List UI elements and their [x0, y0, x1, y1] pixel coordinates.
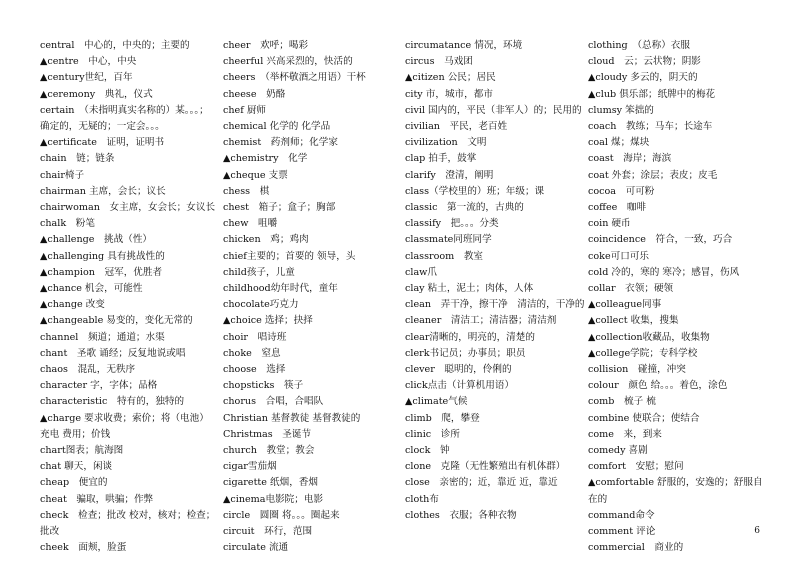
vocab-entry: chaos 混乱，无秩序: [40, 364, 136, 376]
vocab-entry: ▲climate气候: [405, 396, 468, 408]
vocab-entry: ▲chemistry 化学: [223, 153, 308, 165]
vocab-entry: clever 聪明的，伶俐的: [405, 364, 512, 376]
vocab-entry: classify 把。。。分类: [405, 218, 499, 230]
vocab-entry: ▲club 俱乐部；纸牌中的梅花: [588, 88, 716, 100]
vocab-entry: comment 评论: [588, 526, 656, 538]
vocab-entry: ▲cinema电影院；电影: [223, 493, 324, 505]
vocab-entry: chef 厨师: [223, 104, 267, 116]
vocab-entry: chest 箱子；盒子；胸部: [223, 202, 336, 214]
vocab-entry: Christian 基督教徒 基督教徒的: [223, 412, 361, 424]
vocab-entry: coin 硬币: [588, 218, 631, 230]
vocab-entry: ▲comfortable 舒服的，安逸的；舒服自在的: [588, 477, 763, 505]
vocab-entry: collision 碰撞，冲突: [588, 364, 686, 376]
vocab-entry: click点击（计算机用语）: [405, 380, 515, 392]
vocab-entry: central 中心的，中央的；主要的: [40, 40, 190, 51]
vocab-entry: clumsy 笨拙的: [588, 104, 654, 116]
word-list-column-3: [405, 38, 585, 524]
vocab-entry: chess 棋: [223, 185, 270, 197]
vocab-entry: ▲change 改变: [40, 299, 105, 311]
vocab-entry: chemical 化学的 化学品: [223, 121, 331, 133]
vocab-entry: character 字，字体；品格: [40, 380, 158, 392]
vocab-entry: coal 煤；煤块: [588, 137, 650, 149]
vocab-entry: cheat 骗取，哄骗；作弊: [40, 493, 154, 505]
vocab-entry: choose 选择: [223, 364, 286, 376]
vocab-entry: child孩子，儿童: [223, 266, 295, 278]
vocab-entry: coach 教练；马车；长途车: [588, 121, 713, 133]
vocab-entry: city 市，城市，都市: [405, 88, 493, 100]
vocab-entry: cheap 便宜的: [40, 477, 108, 489]
vocab-entry: chairwoman 女主席，女会长；女议长: [40, 202, 216, 214]
vocab-entry: Christmas 圣诞节: [223, 428, 312, 440]
vocab-entry: clone 克隆（无性繁殖出有机体群）: [405, 461, 566, 473]
vocab-entry: coat 外套；涂层；表皮；皮毛: [588, 169, 718, 181]
vocab-entry: claw爪: [405, 266, 437, 278]
vocab-entry: chocolate巧克力: [223, 299, 299, 311]
vocab-entry: comb 梳子 梳: [588, 396, 656, 408]
vocab-entry: coke可口可乐: [588, 250, 650, 262]
vocab-entry: chat 聊天，闲谈: [40, 461, 113, 473]
vocab-entry: civil 国内的，平民（非军人）的；民用的: [405, 104, 582, 116]
vocab-entry: chicken 鸡；鸡肉: [223, 234, 309, 246]
vocab-entry: ▲cloudy 多云的，阴天的: [588, 72, 698, 84]
vocab-entry: cheerful 兴高采烈的，快活的: [223, 56, 353, 68]
vocab-entry: classic 第一流的，古典的: [405, 202, 524, 214]
vocab-entry: chalk 粉笔: [40, 218, 95, 230]
vocab-entry: cheese 奶酪: [223, 88, 286, 100]
vocab-entry: coffee 咖啡: [588, 202, 647, 214]
vocab-entry: ▲collect 收集，搜集: [588, 315, 679, 327]
vocab-entry: cheers （举杯敬酒之用语）干杯: [223, 72, 366, 84]
vocab-entry: clothes 衣服；各种衣物: [405, 509, 517, 521]
vocab-entry: clear清晰的，明亮的，清楚的: [405, 331, 535, 343]
vocab-entry: circus 马戏团: [405, 56, 473, 68]
vocab-entry: cocoa 可可粉: [588, 185, 655, 197]
vocab-entry: ▲certificate 证明，证明书: [40, 137, 165, 149]
vocab-entry: ▲collection收藏品，收集物: [588, 331, 710, 343]
vocab-entry: ▲champion 冠军，优胜者: [40, 266, 163, 278]
vocab-entry: ▲college学院；专科学校: [588, 347, 698, 359]
vocab-entry: cigar雪茄烟: [223, 461, 277, 473]
vocab-entry: chew 咀嚼: [223, 218, 278, 230]
word-list-column-4: [588, 38, 766, 557]
vocab-entry: commercial 商业的: [588, 542, 684, 554]
vocab-entry: chair椅子: [40, 169, 85, 181]
vocab-entry: cloud 云；云状物；阴影: [588, 56, 701, 68]
vocab-entry: chemist 药剂师；化学家: [223, 137, 338, 149]
vocab-entry: chorus 合唱，合唱队: [223, 396, 324, 408]
vocab-entry: clerk书记员；办事员；职员: [405, 347, 526, 359]
vocab-entry: ▲chance 机会，可能性: [40, 283, 143, 295]
vocab-entry: cold 冷的，寒的 寒冷；感冒，伤风: [588, 266, 740, 278]
page-number: 6: [754, 526, 760, 536]
vocab-entry: chain 链；链条: [40, 153, 115, 165]
vocab-entry: ▲charge 要求收费；索价；将（电池）充电 费用；价钱: [40, 412, 209, 440]
vocab-entry: cheer 欢呼；喝彩: [223, 40, 309, 51]
vocab-entry: civilization 文明: [405, 137, 487, 149]
vocab-entry: civilian 平民，老百姓: [405, 121, 508, 133]
vocab-entry: clean 弄干净，擦干净 清洁的，干净的: [405, 299, 585, 311]
vocab-entry: ▲choice 选择；抉择: [223, 315, 313, 327]
vocab-entry: chopsticks 筷子: [223, 380, 304, 392]
vocab-entry: comfort 安慰；慰问: [588, 461, 684, 473]
vocab-entry: choke 窒息: [223, 347, 281, 359]
vocab-entry: ▲citizen 公民；居民: [405, 72, 496, 84]
vocab-entry: clock 钟: [405, 445, 450, 457]
vocab-entry: chant 圣歌 诵经；反复地说或唱: [40, 347, 186, 359]
vocab-entry: coast 海岸；海滨: [588, 153, 672, 165]
vocab-entry: ▲colleague同事: [588, 299, 662, 311]
vocab-entry: class（学校里的）班；年级；课: [405, 185, 545, 197]
vocab-entry: circulate 流通: [223, 542, 289, 554]
vocab-entry: circle 圆圈 将。。。圈起来: [223, 509, 340, 521]
vocab-entry: classroom 教室: [405, 250, 484, 262]
vocab-entry: choir 唱诗班: [223, 331, 287, 343]
vocab-entry: ▲challenging 具有挑战性的: [40, 250, 165, 262]
vocab-entry: circuit 环行，范围: [223, 526, 313, 538]
word-list-column-2: [223, 38, 401, 557]
vocab-entry: channel 频道；通道；水渠: [40, 331, 165, 343]
vocab-entry: clarify 澄清，阐明: [405, 169, 494, 181]
vocab-entry: clap 拍手，鼓掌: [405, 153, 477, 165]
vocab-entry: climb 爬，攀登: [405, 412, 480, 424]
vocab-entry: certain （未指明真实名称的）某。。。；确定的，无疑的；一定会。。。: [40, 104, 209, 133]
vocab-entry: cigarette 纸烟，香烟: [223, 477, 318, 489]
vocab-entry: check 检查；批改 校对，核对；检查；批改: [40, 509, 216, 538]
vocab-entry: ▲century世纪，百年: [40, 72, 133, 84]
vocab-entry: come 来，到来: [588, 428, 662, 440]
vocab-entry: close 亲密的；近，靠近 近，靠近: [405, 477, 558, 489]
vocab-entry: collar 衣领；硬领: [588, 283, 674, 295]
vocab-entry: cheek 面颊，脸蛋: [40, 542, 127, 554]
vocab-entry: characteristic 特有的，独特的: [40, 396, 185, 408]
vocab-entry: ▲cheque 支票: [223, 169, 288, 181]
vocab-entry: chairman 主席，会长；议长: [40, 185, 166, 197]
vocab-entry: cloth布: [405, 493, 439, 505]
vocab-entry: childhood幼年时代，童年: [223, 283, 338, 295]
vocab-entry: ▲changeable 易变的，变化无常的: [40, 315, 193, 327]
vocab-entry: combine 使联合；使结合: [588, 412, 700, 424]
vocab-entry: comedy 喜剧: [588, 445, 648, 457]
vocab-entry: coincidence 符合，一致，巧合: [588, 234, 733, 246]
vocab-entry: cleaner 清洁工；清洁器；清洁剂: [405, 315, 557, 327]
vocab-entry: ▲challenge 挑战（性）: [40, 234, 153, 246]
vocab-entry: circumatance 情况，环境: [405, 40, 523, 51]
vocab-entry: classmate同班同学: [405, 234, 492, 246]
vocab-entry: chief主要的；首要的 领导，头: [223, 250, 356, 262]
vocab-entry: ▲ceremony 典礼，仪式: [40, 88, 153, 100]
vocab-entry: clinic 诊所: [405, 428, 460, 440]
vocab-entry: colour 颜色 给。。。着色，涂色: [588, 380, 728, 392]
vocab-entry: clay 粘土，泥土；肉体，人体: [405, 283, 534, 295]
vocab-entry: ▲centre 中心，中央: [40, 56, 137, 68]
vocab-entry: chart图表；航海图: [40, 445, 124, 457]
word-list-column-1: [40, 38, 218, 557]
vocab-entry: command命令: [588, 509, 655, 521]
vocab-entry: clothing （总称）衣服: [588, 40, 690, 51]
vocab-entry: church 教堂；教会: [223, 445, 315, 457]
